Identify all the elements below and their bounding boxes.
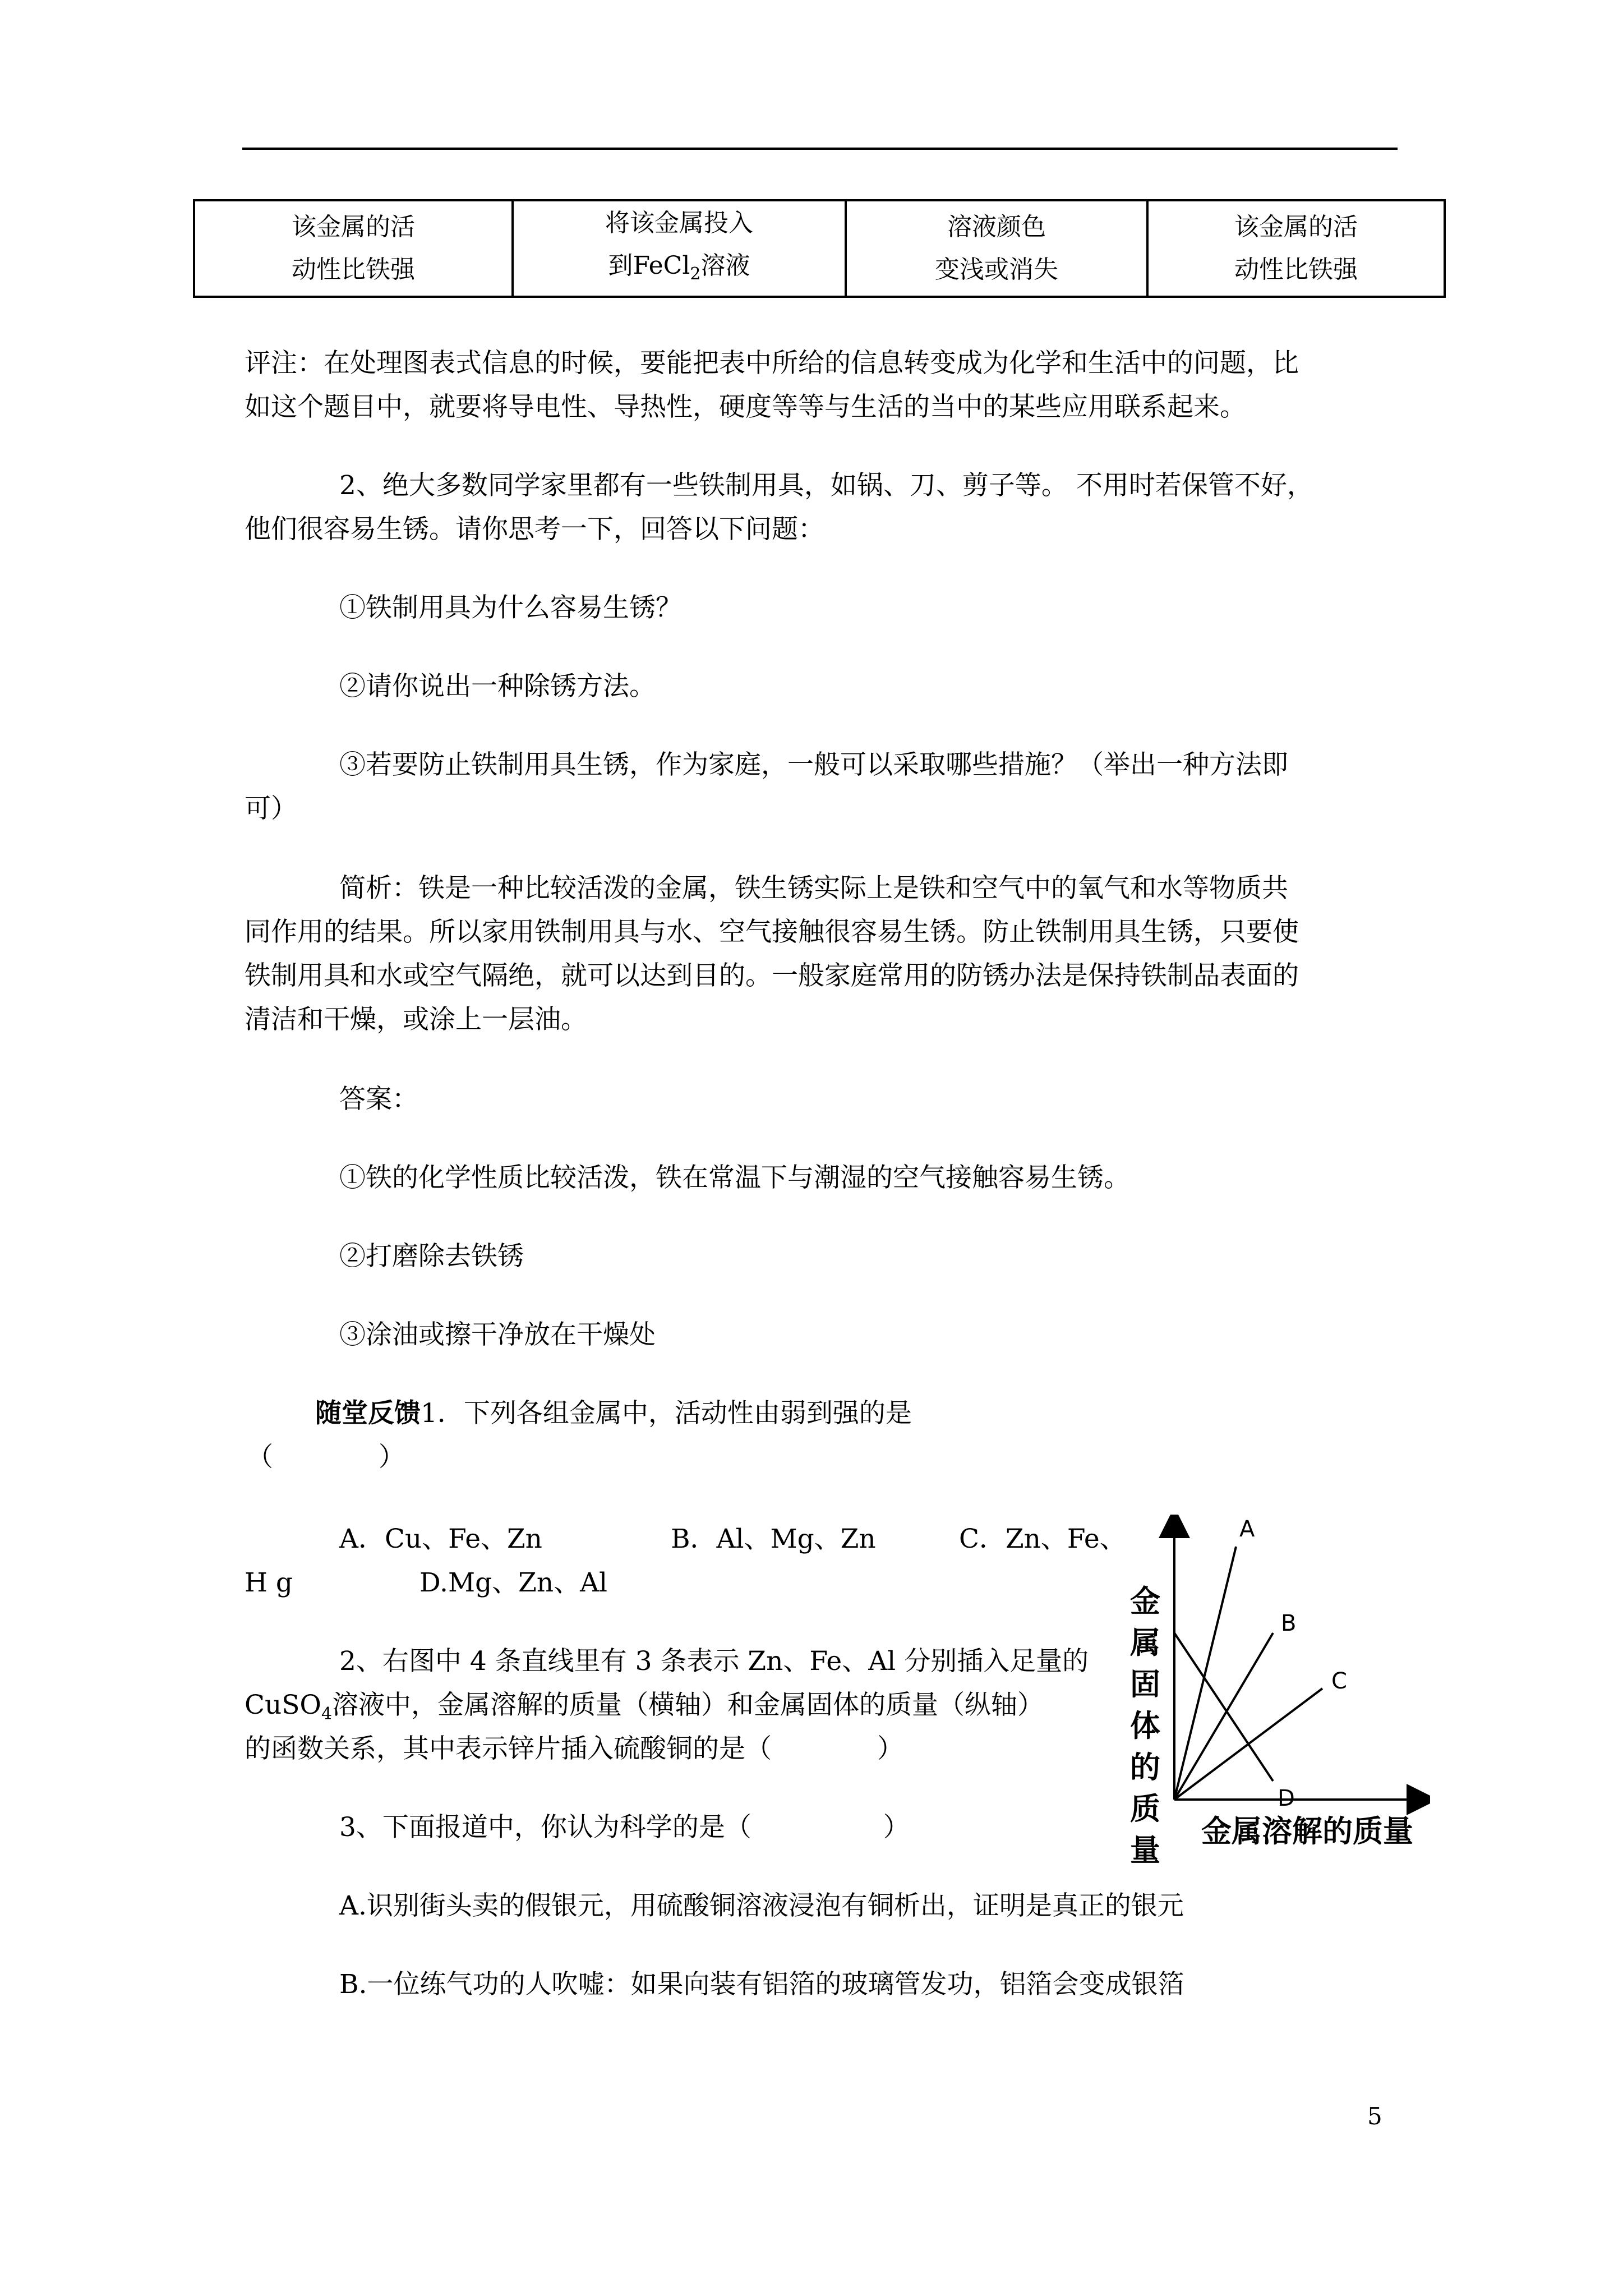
sub-question: ①铁制用具为什么容易生锈？ (339, 592, 682, 623)
option-d: D.Mg、Zn、Al (419, 1567, 608, 1598)
answer-item: ②打磨除去铁锈 (339, 1241, 524, 1272)
cell-line: 溶液颜色 (947, 213, 1046, 241)
cell-line (514, 245, 845, 296)
cell-line: 该金属的活 (1234, 213, 1358, 241)
answer-item: ③涂油或擦干净放在干燥处 (339, 1319, 656, 1350)
table-cell (194, 200, 513, 297)
feedback-question: 3、下面报道中，你认为科学的是（ ） (339, 1812, 910, 1843)
formula-text: CuSO (245, 1690, 321, 1720)
comment-line: 如这个题目中，就要将导电性、导热性，硬度等等与生活的当中的某些应用联系起来。 (245, 392, 1246, 422)
option-b: B.一位练气功的人吹嘘：如果向装有铝箔的玻璃管发功，铝箔会变成银箔 (339, 1969, 1184, 2000)
cell-line: 动性比铁强 (292, 255, 415, 284)
option-a: A.识别街头卖的假银元，用硫酸铜溶液浸泡有铜析出，证明是真正的银元 (339, 1890, 1184, 1921)
feedback-q1-text: 1．下列各组金属中，活动性由弱到强的是 (421, 1398, 912, 1429)
y-axis-label: 金属固体的质量 (1130, 1584, 1160, 1868)
sub-question: ③若要防止铁制用具生锈，作为家庭，一般可以采取哪些措施？（举出一种方法即 (339, 749, 1288, 780)
question-text: 溶液中，金属溶解的质量（横轴）和金属固体的质量（纵轴） (332, 1690, 1044, 1720)
series-label-b: B (1281, 1611, 1297, 1636)
cell-line: 该金属的活 (292, 213, 415, 241)
sub-question: 可） (245, 793, 297, 824)
cell-line: 动性比铁强 (1234, 255, 1358, 284)
table-cell (513, 200, 846, 297)
header-rule (242, 148, 1398, 150)
comment-line: 评注：在处理图表式信息的时候，要能把表中所给的信息转变成为化学和生活中的问题，比 (245, 348, 1299, 379)
formula-subscript: 2 (690, 264, 701, 284)
analysis-line: 铁制用具和水或空气隔绝，就可以达到目的。一般家庭常用的防锈办法是保持铁制品表面的 (245, 960, 1299, 991)
analysis-line: 清洁和干燥，或涂上一层油。 (245, 1004, 587, 1035)
answer-blank: （ ） (247, 1442, 405, 1473)
series-label-c: C (1331, 1668, 1347, 1694)
series-line-d (1174, 1633, 1273, 1781)
option-c-cont: H g (245, 1567, 293, 1598)
question-text: 2、绝大多数同学家里都有一些铁制用具，如锅、刀、剪子等。 不用时若保管不好， (339, 470, 1313, 501)
table-cell (846, 200, 1147, 297)
cell-line: 将该金属投入 (605, 208, 753, 237)
feedback-question: 的函数关系，其中表示锌片插入硫酸铜的是（ ） (245, 1733, 903, 1764)
feedback-question (315, 1392, 912, 1435)
analysis-line: 简析：铁是一种比较活泼的金属，铁生锈实际上是铁和空气中的氧气和水等物质共 (339, 873, 1288, 904)
formula-text: 到FeCl (608, 251, 690, 280)
feedback-question: 2、右图中 4 条直线里有 3 条表示 Zn、Fe、Al 分别插入足量的 (339, 1646, 1089, 1677)
info-table (193, 199, 1446, 298)
page-number: 5 (1367, 2102, 1382, 2130)
table-cell (1147, 200, 1445, 297)
answer-label: 答案： (339, 1084, 418, 1115)
answer-item: ①铁的化学性质比较活泼，铁在常温下与潮湿的空气接触容易生锈。 (339, 1162, 1130, 1193)
feedback-title: 随堂反馈 (315, 1398, 421, 1429)
table-row (194, 200, 1445, 297)
formula-subscript: 4 (321, 1704, 333, 1724)
series-label-d: D (1278, 1786, 1295, 1811)
option-c: C．Zn、Fe、 (959, 1524, 1126, 1554)
cell-line: 变浅或消失 (935, 255, 1058, 284)
option-b: B．Al、Mg、Zn (671, 1524, 876, 1554)
x-axis-label: 金属溶解的质量 (1201, 1814, 1413, 1849)
sub-question: ②请你说出一种除锈方法。 (339, 671, 656, 702)
question-text: 他们很容易生锈。请你思考一下，回答以下问题： (245, 514, 824, 545)
cell-text: 溶液 (700, 251, 750, 280)
option-a: A．Cu、Fe、Zn (339, 1524, 542, 1554)
analysis-line: 同作用的结果。所以家用铁制用具与水、空气接触很容易生锈。防止铁制用具生锈，只要使 (245, 917, 1299, 947)
series-line-b (1174, 1633, 1273, 1800)
series-label-a: A (1239, 1516, 1255, 1542)
